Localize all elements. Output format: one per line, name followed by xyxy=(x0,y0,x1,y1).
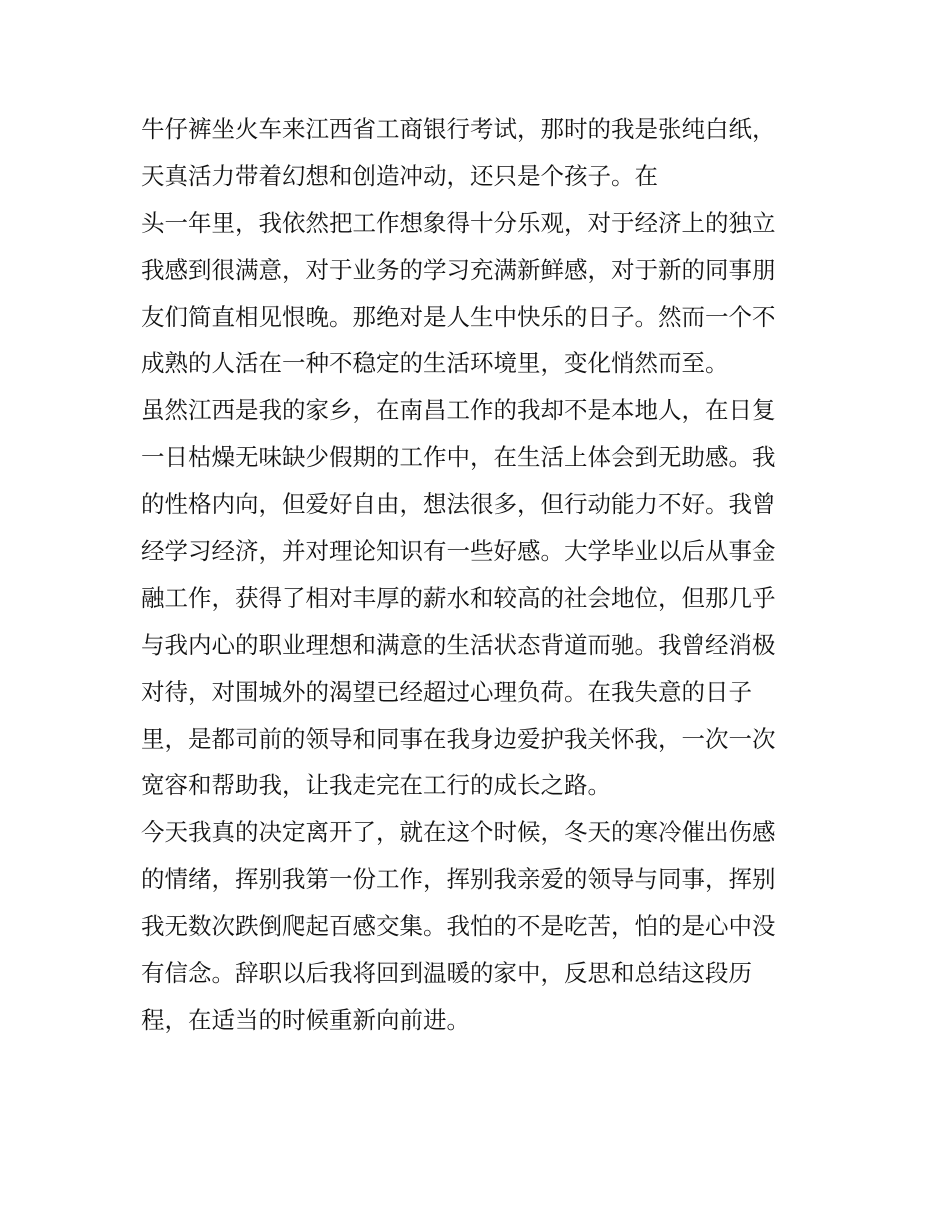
text-line: 程，在适当的时候重新向前进。 xyxy=(141,1005,470,1034)
text-line: 成熟的人活在一种不稳定的生活环境里，变化悄然而至。 xyxy=(141,349,729,378)
text-line: 我感到很满意，对于业务的学习充满新鲜感，对于新的同事朋 xyxy=(141,255,776,284)
text-line: 与我内心的职业理想和满意的生活状态背道而驰。我曾经消极 xyxy=(141,630,776,659)
text-line: 头一年里，我依然把工作想象得十分乐观，对于经济上的独立 xyxy=(141,208,776,237)
body-text xyxy=(141,106,813,1044)
text-line: 对待，对围城外的渴望已经超过心理负荷。在我失意的日子 xyxy=(141,677,752,706)
text-line: 融工作，获得了相对丰厚的薪水和较高的社会地位，但那几乎 xyxy=(141,583,776,612)
text-line: 友们简直相见恨晚。那绝对是人生中快乐的日子。然而一个不 xyxy=(141,302,776,331)
text-line: 里，是都司前的领导和同事在我身边爱护我关怀我，一次一次 xyxy=(141,724,776,753)
text-line: 天真活力带着幻想和创造冲动，还只是个孩子。在 xyxy=(141,161,658,190)
text-line: 有信念。辞职以后我将回到温暖的家中，反思和总结这段历 xyxy=(141,959,752,988)
text-line: 虽然江西是我的家乡，在南昌工作的我却不是本地人，在日复 xyxy=(141,396,776,425)
text-line: 的性格内向，但爱好自由，想法很多，但行动能力不好。我曾 xyxy=(141,490,776,519)
text-line: 我无数次跌倒爬起百感交集。我怕的不是吃苦，怕的是心中没 xyxy=(141,912,776,941)
text-line: 宽容和帮助我，让我走完在工行的成长之路。 xyxy=(141,771,611,800)
text-line: 经学习经济，并对理论知识有一些好感。大学毕业以后从事金 xyxy=(141,537,776,566)
text-line: 今天我真的决定离开了，就在这个时候，冬天的寒冷催出伤感 xyxy=(141,818,776,847)
text-line: 的情绪，挥别我第一份工作，挥别我亲爱的领导与同事，挥别 xyxy=(141,865,776,894)
text-line: 牛仔裤坐火车来江西省工商银行考试，那时的我是张纯白纸， xyxy=(141,115,776,143)
text-line: 一日枯燥无味缺少假期的工作中，在生活上体会到无助感。我 xyxy=(141,443,776,472)
